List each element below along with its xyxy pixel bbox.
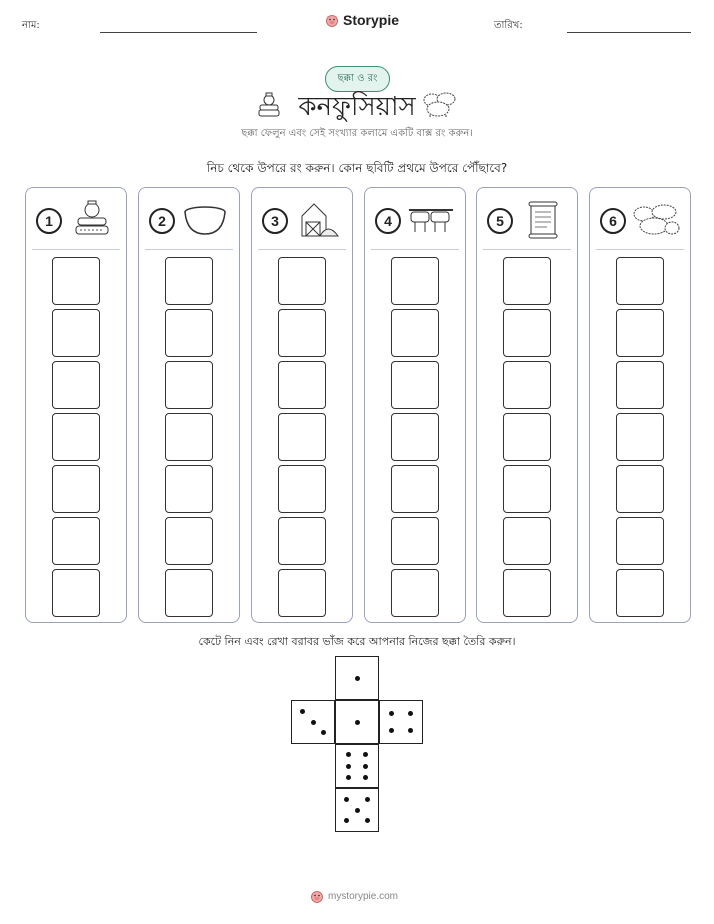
scroll-icon (519, 200, 567, 240)
color-box[interactable] (165, 569, 213, 617)
page-title: কনফুসিয়াস (298, 92, 416, 122)
instruction: নিচ থেকে উপরে রং করুন। কোন ছবিটি প্রথমে উপরে পৌঁছাবে? (206, 161, 508, 175)
sheep-icon (422, 90, 458, 118)
die-pip (344, 797, 349, 802)
name-label: নাম: (22, 20, 40, 31)
color-box[interactable] (503, 309, 551, 357)
storypie-logo (325, 12, 399, 28)
column-1 (25, 187, 127, 623)
column-number: 5 (487, 208, 513, 234)
column-number: 4 (375, 208, 401, 234)
color-box[interactable] (503, 517, 551, 565)
color-box[interactable] (165, 309, 213, 357)
column-header (590, 198, 690, 242)
color-box[interactable] (616, 257, 664, 305)
die-face (335, 744, 379, 788)
color-box[interactable] (391, 465, 439, 513)
color-box[interactable] (52, 413, 100, 461)
column-header (477, 198, 577, 242)
pig-mascot-icon (310, 889, 324, 903)
color-box[interactable] (616, 465, 664, 513)
column-divider (483, 249, 571, 250)
subtitle: ছক্কা ফেলুন এবং সেই সংখ্যার কলামে একটি বাক্স রং করুন। (241, 128, 473, 139)
color-box[interactable] (391, 257, 439, 305)
die-pip (321, 730, 326, 735)
die-face (379, 700, 423, 744)
die-pip (408, 711, 413, 716)
pig-mascot-icon (325, 13, 339, 27)
pottery-stack-icon (68, 200, 116, 240)
color-box[interactable] (391, 413, 439, 461)
color-box[interactable] (391, 569, 439, 617)
column-6 (589, 187, 691, 623)
die-pip (365, 818, 370, 823)
die-pip (311, 720, 316, 725)
die-pip (346, 764, 351, 769)
color-box[interactable] (52, 569, 100, 617)
color-box[interactable] (616, 361, 664, 409)
date-line[interactable] (567, 32, 691, 33)
die-pip (363, 775, 368, 780)
die-face (335, 656, 379, 700)
column-divider (258, 249, 346, 250)
die-pip (363, 752, 368, 757)
color-box[interactable] (616, 309, 664, 357)
die-pip (346, 775, 351, 780)
color-box[interactable] (503, 361, 551, 409)
color-box[interactable] (391, 361, 439, 409)
footer (310, 889, 398, 903)
color-box[interactable] (165, 517, 213, 565)
color-box[interactable] (503, 413, 551, 461)
die-face (335, 788, 379, 832)
cut-instruction: কেটে নিন এবং রেখা বরাবর ভাঁজ করে আপনার নিজের ছক্কা তৈরি করুন। (198, 635, 516, 648)
die-pip (408, 728, 413, 733)
column-header (365, 198, 465, 242)
column-header (26, 198, 126, 242)
color-box[interactable] (52, 517, 100, 565)
color-box[interactable] (52, 309, 100, 357)
die-pip (300, 709, 305, 714)
die-pip (389, 728, 394, 733)
color-box[interactable] (52, 361, 100, 409)
column-number: 2 (149, 208, 175, 234)
brand-name: Storypie (343, 12, 400, 28)
column-divider (371, 249, 459, 250)
column-5 (476, 187, 578, 623)
name-line[interactable] (100, 32, 257, 33)
color-box[interactable] (278, 309, 326, 357)
color-box[interactable] (616, 413, 664, 461)
column-number: 1 (36, 208, 62, 234)
bowl-icon (181, 200, 229, 240)
color-box[interactable] (616, 569, 664, 617)
die-pip (389, 711, 394, 716)
column-divider (145, 249, 233, 250)
column-2 (138, 187, 240, 623)
column-divider (32, 249, 120, 250)
color-box[interactable] (165, 361, 213, 409)
color-box[interactable] (391, 517, 439, 565)
column-number: 3 (262, 208, 288, 234)
die-pip (344, 818, 349, 823)
column-header (252, 198, 352, 242)
color-box[interactable] (278, 465, 326, 513)
color-box[interactable] (616, 517, 664, 565)
die-face (291, 700, 335, 744)
color-box[interactable] (278, 257, 326, 305)
die-pip (363, 764, 368, 769)
die-pip (365, 797, 370, 802)
color-box[interactable] (503, 569, 551, 617)
color-box[interactable] (278, 569, 326, 617)
oxen-icon (407, 200, 455, 240)
color-box[interactable] (52, 257, 100, 305)
column-number: 6 (600, 208, 626, 234)
die-face (335, 700, 379, 744)
date-label: তারিখ: (494, 20, 523, 31)
die-pip (346, 752, 351, 757)
color-box[interactable] (165, 465, 213, 513)
barn-grain-icon (294, 200, 342, 240)
column-divider (596, 249, 684, 250)
color-box[interactable] (503, 465, 551, 513)
column-4 (364, 187, 466, 623)
color-box[interactable] (165, 257, 213, 305)
color-box[interactable] (52, 465, 100, 513)
color-box[interactable] (278, 361, 326, 409)
die-pip (355, 808, 360, 813)
sheep-flock-icon (632, 200, 680, 240)
activity-tag: ছক্কা ও রং (325, 66, 390, 92)
color-box[interactable] (278, 413, 326, 461)
die-pip (355, 720, 360, 725)
footer-url[interactable]: mystorypie.com (328, 890, 399, 902)
color-box[interactable] (165, 413, 213, 461)
color-box[interactable] (391, 309, 439, 357)
die-pip (355, 676, 360, 681)
color-box[interactable] (503, 257, 551, 305)
color-box[interactable] (278, 517, 326, 565)
column-header (139, 198, 239, 242)
column-3 (251, 187, 353, 623)
